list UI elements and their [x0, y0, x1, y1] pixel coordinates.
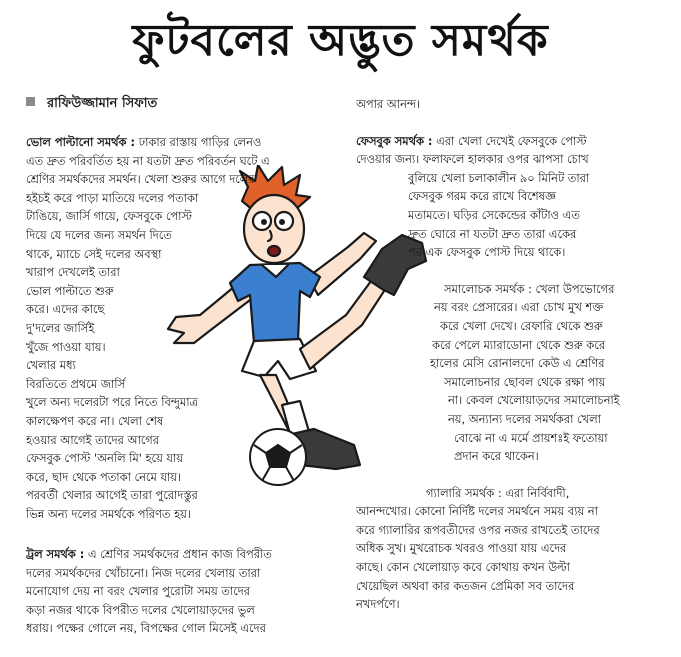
paragraph-line: এরা খেলা দেখেই ফেসবুকে পোস্ট [436, 133, 587, 148]
paragraph-line: নখদর্পণে। [356, 597, 400, 612]
paragraph-line: খেয়েছিল অথবা কার কতজন প্রেমিকা সব তাদের [356, 578, 575, 593]
bullet-square-icon [26, 97, 35, 106]
paragraph-line: খেলার মধ্য [26, 358, 76, 373]
section-gallery [356, 484, 674, 503]
paragraph-line: ধরায়। পক্ষের গোলে নয়, বিপক্ষের গোল মিসেই এদের [26, 621, 266, 636]
paragraph-line: না। কেবল খেলোয়াড়দের সমালোচনাই [448, 393, 620, 408]
author-name: রাফিউজ্জামান সিফাত [47, 96, 158, 111]
paragraph-line: ঢাকার রাস্তায় গাড়ির লেনও [138, 135, 262, 149]
paragraph-line: পর এক ফেসবুক পোস্ট দিয়ে থাকে। [408, 245, 566, 260]
paragraph-line: করে। এদের কাছে [26, 302, 105, 317]
paragraph-line: করে, ছাদ থেকে পতাকা নেমে যায়। [26, 469, 182, 484]
paragraph-line: দলের সমর্থকদের খোঁচানো। নিজ দলের খেলায় তারা [26, 565, 261, 580]
paragraph-line: দিয়ে যে দলের জন্য সমর্থন দিতে [26, 227, 172, 242]
section-vol [26, 133, 346, 152]
paragraph-line: ভিন্ন অন্য দলের সমর্থকে পরিণত হয়। [26, 506, 191, 521]
section-lead: ফেসবুক সমর্থক : [356, 133, 433, 148]
paragraph-line: এরা নির্বিবাদী, [505, 485, 570, 500]
paragraph-line: শ্রেণির সমর্থকদের সমর্থন। খেলা শুরুর আগে দলের [26, 172, 255, 187]
paragraph-line: দ্রুত ঘোরে না যতটা দ্রুত তারা একের [408, 226, 577, 241]
section-facebook [356, 132, 674, 151]
section-troll [26, 545, 346, 564]
paragraph-line: বুলিয়ে খেলা চলাকালীন ৯০ মিনিট তারা [408, 170, 590, 185]
paragraph-line: মনোযোগ দেয় না বরং খেলার পুরোটা সময় তাদের [26, 584, 250, 599]
paragraph-line: প্রদান করে থাকেন। [454, 449, 539, 464]
right-column [356, 95, 674, 614]
page-title: ফুটবলের অদ্ভুত সমর্থক [132, 15, 549, 66]
paragraph-line: অধিক সুখ। মুখরোচক খবরও পাওয়া যায় এদের [356, 541, 567, 556]
paragraph-line: বিরতিতে প্রথমে জার্সি [26, 376, 126, 391]
paragraph-line: মতামতে। ঘড়ির সেকেন্ডের কাঁটাও এত [408, 207, 580, 222]
paragraph-line: খেলা উপভোগের [535, 281, 615, 296]
paragraph-line: নয় বরং প্রেসারের। এরা চোখ মুখ শক্ত [434, 300, 604, 315]
paragraph-line: নয়, অন্যান্য দলের সমর্থকরা খেলা [448, 411, 601, 426]
paragraph-line: কড়া নজর থাকে বিপরীত দলের খেলোয়াড়দের ভুল [26, 602, 255, 617]
continued-line: অপার আনন্দ। [356, 97, 421, 111]
section-lead: সমালোচক সমর্থক : [444, 281, 532, 296]
author-byline [26, 94, 157, 114]
section-lead: ভোল পাল্টানো সমর্থক : [26, 135, 136, 149]
section-lead: ট্রল সমর্থক : [26, 547, 85, 561]
paragraph-line: টাঙিয়ে, জার্সি গায়ে, ফেসবুকে পোস্ট [26, 209, 192, 224]
paragraph-line: এত দ্রুত পরিবর্তিত হয় না যতটা দ্রুত পরিবর্তন ঘটে এ [26, 153, 270, 168]
section-lead: গ্যালারি সমর্থক : [426, 485, 502, 500]
paragraph-line: কাছে। কোন খেলোয়াড় কবে কোথায় কখন উল্টা [356, 560, 570, 575]
paragraph-line: দু'দলের জার্সিই [26, 320, 95, 335]
paragraph-line: হইচই করে পাড়া মাতিয়ে দলের পতাকা [26, 190, 199, 205]
paragraph-line: দেওয়ার জন্য। ফলাফলে হালকার ওপর ঝাপসা চোখ [356, 152, 589, 167]
paragraph-line: সমালোচনার ছোবল থেকে রক্ষা পায় [444, 374, 606, 389]
paragraph-line: বোঝে না এ মর্মে প্রায়শঃই ফতোয়া [454, 430, 608, 445]
paragraph-line: হালের মেসি রোনালদো কেউ এ শ্রেণির [430, 356, 605, 371]
paragraph-line: খুঁজে পাওয়া যায়। [26, 339, 106, 354]
paragraph-line: এ শ্রেণির সমর্থকদের প্রধান কাজ বিপরীত [87, 547, 272, 561]
paragraph-line: খুলে অন্য দলেরটা পরে নিতে বিন্দুমাত্র [26, 395, 198, 410]
paragraph-line: থাকে, ম্যাচে সেই দলের অবস্থা [26, 246, 162, 261]
section-critic [356, 280, 674, 299]
paragraph-line: হওয়ার আগেই তাদের আগের [26, 432, 160, 447]
paragraph-line: করে পেলে ম্যারাডোনা থেকে শুরু করে [432, 337, 606, 352]
paragraph-line: করে খেলা দেখে। রেফারি থেকে শুরু [440, 318, 603, 333]
paragraph-line: আনন্দখোর। কোনো নির্দিষ্ট দলের সমর্থনে সময় ব্যয় না [356, 504, 598, 519]
left-column-troll [26, 545, 346, 638]
paragraph-line: করে গ্যালারির রূপবতীদের ওপর নজর রাখতেই তাদের [356, 522, 600, 537]
paragraph-line: পরবর্তী খেলার আগেই তারা পুরোদস্তুর [26, 488, 198, 503]
paragraph-line: ফেসবুক পোস্ট 'অনলি মি' হয়ে যায় [26, 451, 183, 466]
left-column [26, 133, 346, 523]
paragraph-line: ভোল পাল্টাতে শুরু [26, 283, 114, 298]
paragraph-line: ফেসবুক গরম করে রাখে বিশেষজ্ঞ [408, 189, 556, 204]
paragraph-line: কালক্ষেপণ করে না। খেলা শেষ [26, 413, 164, 428]
paragraph-line: খারাপ দেখলেই তারা [26, 265, 120, 280]
